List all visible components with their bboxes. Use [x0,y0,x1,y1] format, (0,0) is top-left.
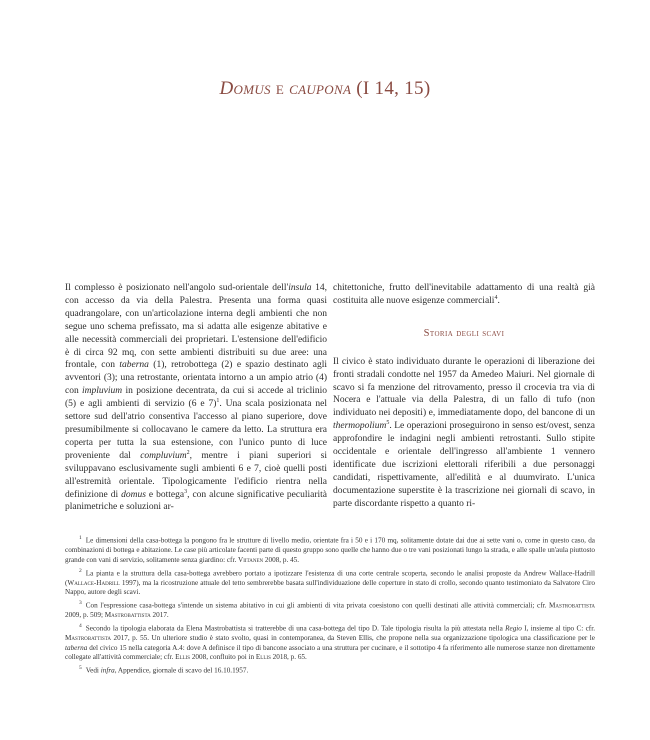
italic-term: compluvium [140,450,187,461]
text-run: Con l'espressione casa-bottega s'intende un sistema abitativo in cui gli ambienti di vita privata coesistono con quelli destinati alle attività commerciali; cfr. [85,601,549,610]
text-run: e bottega [145,489,185,500]
text-run: 1997), ma la ricostruzione attuale del tetto sembrerebbe basata sull'individuazione delle coperture in stato di crollo, secondo quanto testimoniato da Salvatore Ciro Nappo, autore degli scavi. [65,578,595,597]
text-run: I, insieme al tipo C: cfr. [521,624,595,633]
text-run: . [497,295,500,306]
text-run: 2017. [150,611,169,620]
footnotes [65,534,595,677]
text-run: del civico 15 nella categoria A.4: dove A definisce il tipo di bancone associato a una struttura per cucinare, e il sottotipo 4 fa riferimento alle numerose stanze non direttamente collegate all'attività commerciale; cfr. [65,643,595,662]
text-run: Il complesso è posizionato nell'angolo sud-orientale dell' [65,283,289,293]
italic-term: taberna [119,360,149,371]
footnote-ref[interactable]: 4 [494,294,498,301]
italic-term: taberna [65,643,88,652]
citation-author: Mastrobattista [104,611,151,620]
footnote-number: 2 [79,567,82,574]
italic-term: Regio [505,624,522,633]
footnote-4 [65,622,595,663]
text-run: . Una scala posizionata nel settore sud dell'atrio consentiva l'accesso al piano superiore, dove presumibilmente si collocavano le camere da letto. La struttura era coperta per tutta la sua estensione, con l'unico punto di luce proveniente dal [65,399,327,461]
footnote-number: 1 [79,535,82,541]
text-run: chitettoniche, frutto dell'inevitabile adattamento di una realtà già costituita alle nuove esigenze commerciali [333,283,595,306]
footnote-1 [65,534,595,566]
text-run: Le dimensioni della casa-bottega la pongono fra le strutture di livello medio, orientate fra i 50 e i 170 mq, solitamente dotate dai due ai sette vani o, come in questo caso, da combinazioni di bottega e abitazione. Le case più articolate facenti parte di questo gruppo sono quelle che hanno due o tre vani posizionati lungo la strada, e alle spalle un'aula piuttosto grande con vani di servizio, solitamente senza giardino: cfr. [65,536,595,564]
title-location: (I 14, 15) [351,78,431,99]
text-run: (1), retrobottega (2) e spazio destinato agli avventori (3); una retrostante, orientata intorno a un ampio atrio (4) con [65,360,327,397]
italic-term: impluvium [82,386,123,397]
text-run: 2008, p. 45. [263,555,300,564]
footnote-5 [65,664,595,676]
footnote-ref[interactable]: 5 [386,420,390,427]
text-run: , con alcune significative peculiarità planimetriche e soluzioni ar- [65,489,327,513]
text-run: 2009, p. 509; [65,611,105,620]
text-run: , Appendice, giornale di scavo del 16.10.1957. [114,666,249,675]
citation-author: Wallace-Hadrill [67,578,120,587]
chapter-title [0,78,650,100]
text-run: . Le operazioni proseguirono in senso est/ovest, senza approfondire le indagini negli ambienti retrostanti. Sullo stipite occidentale e orientale dell'ingresso all'ambiente 1 vennero identificate due iscrizioni elettorali riferibili a due personaggi candidati, rispettivamente, all'edilità e al duumvirato. L'unica documentazione superstite è la trascrizione nei giornali di scavo, in parte discordante rispetto a quanto ri- [333,421,595,509]
text-run: , mentre i piani superiori si sviluppavano esclusivamente sugli ambienti 6 e 7, cioè quelli posti all'estremità orientale. Tipologicamente l'edificio rientra nella definizione di [65,450,327,500]
footnote-3 [65,599,595,621]
text-run: Il civico è stato individuato durante le operazioni di liberazione dei fronti stradali condotte nel 1957 da Amedeo Maiuri. Nel giornale di scavo si fa menzione del ritrovamento, presso il crocevia tra via di Nocera e l'attuale via della Palestra, di un fallo di tufo (non individuato nei depositi) e, immediatamente dopo, del bancone di un [333,356,595,419]
text-run: La pianta e la struttura della casa-bottega avrebbero portato a ipotizzare l'esistenza di una corte centrale scoperta, secondo le analisi proposte da Andrew Wallace-Hadrill ( [65,568,595,587]
citation-author: Ellis [175,653,191,662]
footnote-ref[interactable]: 2 [186,449,190,456]
text-run: Vedi [85,666,101,675]
footnote-number: 5 [79,665,82,671]
text-run: 2018, p. 65. [270,653,307,662]
footnote-2 [65,567,595,599]
text-run: 2008, confluito poi in [190,653,256,662]
paragraph-excavations [333,356,595,511]
footnote-number: 3 [79,600,82,606]
italic-term: insula [288,283,312,293]
title-domus: Domus [219,78,271,99]
footnote-ref[interactable]: 1 [216,398,220,404]
italic-term: domus [121,489,146,500]
paragraph-continued [333,282,595,308]
paragraph-intro [65,282,327,514]
text-run: 2017, p. 55. Un ulteriore studio è stato svolto, quasi in contemporanea, da Steven Ellis, che propone nella sua organizzazione tipologica una classificazione per le [111,633,595,642]
text-run: Secondo la tipologia elaborata da Elena Mastrobattista si tratterebbe di una casa-bottega del tipo D. Tale tipologia risulta la più attestata nella [85,624,506,633]
right-column [333,282,595,511]
footnote-number: 4 [79,622,82,629]
citation-author: Mastrobattista [549,601,595,610]
text-run: in posizione decentrata, da cui si accede al triclinio (5) e agli ambienti di servizio (6 e 7) [65,386,327,410]
italic-term: thermopolium [333,421,387,432]
title-caupona: caupona [289,78,352,99]
footnote-ref[interactable]: 3 [184,488,188,495]
text-run: 14, con accesso da via della Palestra. Presenta una forma quasi quadrangolare, con un'articolazione interna degli ambienti che non segue uno schema prefissato, ma si adatta alle esigenze abitative e alle necessità commerciali dei proprietari. L'estensione dell'edificio è di circa 92 mq, con sette ambienti distribuiti su due aree: una frontale, con [65,283,327,371]
citation-author: Ellis [255,653,271,662]
italic-term: infra [100,666,115,675]
title-conj: e [270,78,290,99]
section-heading: Storia degli scavi [423,327,505,339]
citation-author: Mastrobattista [65,633,111,642]
left-column [65,282,327,514]
citation-author: Viitanen [238,555,264,564]
